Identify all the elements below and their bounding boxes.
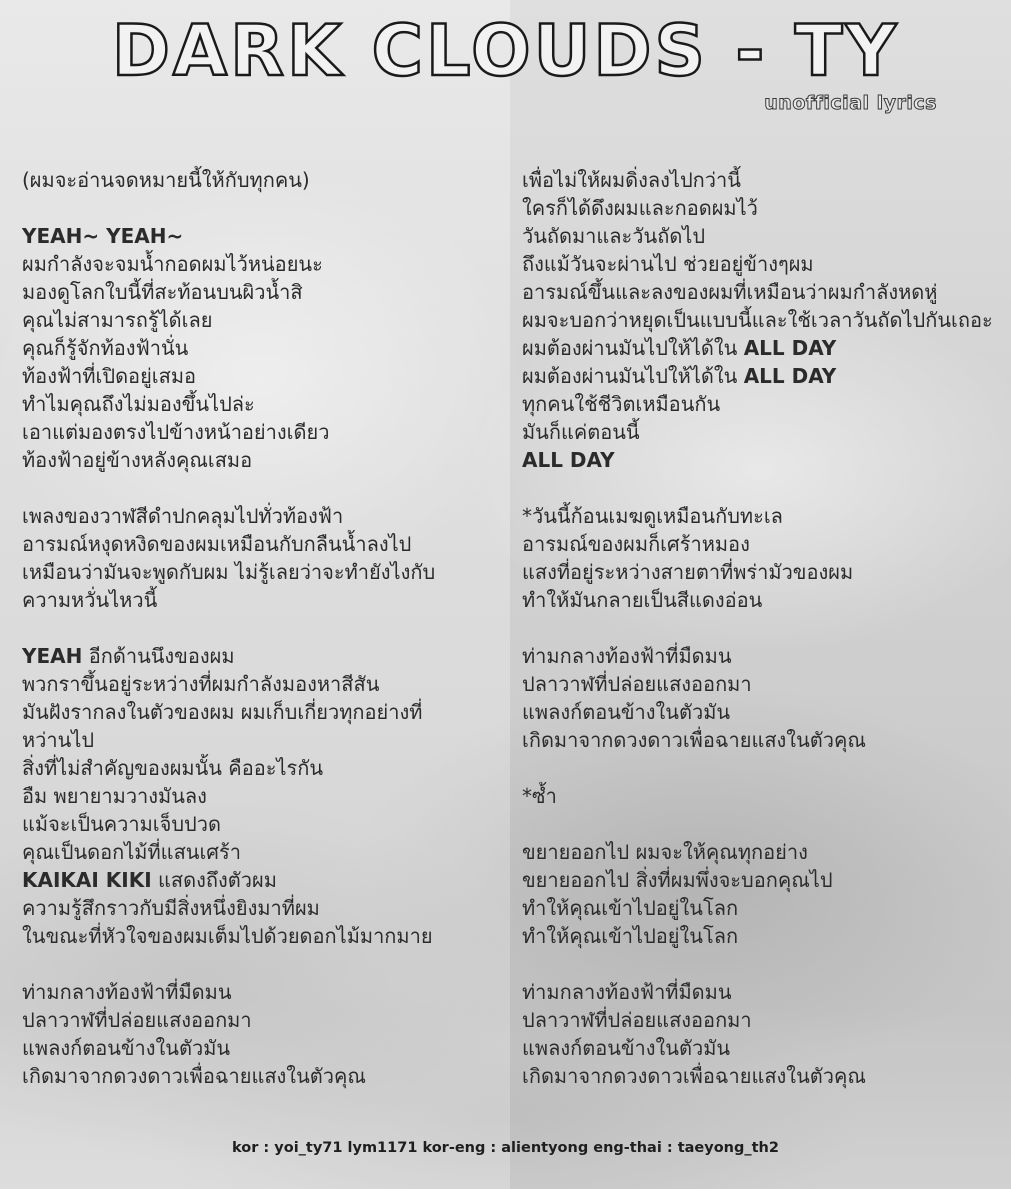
lyric-text: ขยายออกไป ผมจะให้คุณทุกอย่าง [522,840,808,864]
lyric-text: *ซ้ำ [522,784,557,808]
subtitle: unofficial lyrics [764,92,937,114]
lyric-text: เพลงของวาฬสีดำปกคลุมไปทั่วท้องฟ้า [22,504,344,528]
lyric-text: ถึงแม้วันจะผ่านไป ช่วยอยู่ข้างๆผม [522,252,814,276]
lyric-line [22,698,502,726]
lyric-text: มันก็แค่ตอนนี้ [522,420,640,444]
lyric-text: เพื่อไม่ให้ผมดิ่งลงไปกว่านี้ [522,168,741,192]
lyric-text: เกิดมาจากดวงดาวเพื่อฉายแสงในตัวคุณ [522,728,866,752]
lyric-line [22,978,502,1006]
lyric-text: ในขณะที่หัวใจของผมเต็มไปด้วยดอกไม้มากมาย [22,924,433,948]
lyrics-right-column [522,166,1008,1090]
lyric-line [22,810,502,838]
lyric-text: ความหวั่นไหวนี้ [22,588,158,612]
lyric-text: *วันนี้ก้อนเมฆดูเหมือนกับทะเล [522,504,783,528]
lyric-line [22,558,502,586]
lyric-text: ท่ามกลางท้องฟ้าที่มืดมน [522,980,732,1004]
lyric-text-bold: ALL DAY [522,448,615,472]
lyric-line [22,222,502,250]
lyric-text: ใครก็ได้ดึงผมและกอดผมไว้ [522,196,758,220]
lyric-text: อารมณ์หงุดหงิดของผมเหมือนกับกลืนน้ำลงไป [22,532,412,556]
lyric-line [522,222,1008,250]
lyric-line [22,278,502,306]
lyric-text-bold: ALL DAY [743,364,837,388]
lyric-text-bold: KAIKAI KIKI [22,868,152,892]
lyric-text: คุณไม่สามารถรู้ได้เลย [22,308,213,332]
lyric-text: แพลงก์ตอนข้างในตัวมัน [22,1036,231,1060]
lyrics-left-column [22,166,502,1090]
lyric-line [522,670,1008,698]
lyric-line [522,838,1008,866]
lyric-line [522,1006,1008,1034]
lyric-line [22,530,502,558]
stanza-gap [22,194,502,222]
lyric-line [522,782,1008,810]
lyric-line [522,642,1008,670]
lyric-line [22,166,502,194]
lyric-text: เอาแต่มองตรงไปข้างหน้าอย่างเดียว [22,420,330,444]
lyric-line [522,978,1008,1006]
lyric-text-bold: YEAH~ YEAH~ [22,224,184,248]
lyric-line [522,922,1008,950]
lyric-line [22,726,502,754]
lyric-text: ทำให้คุณเข้าไปอยู่ในโลก [522,896,739,920]
lyric-line [522,698,1008,726]
lyric-line [22,642,502,670]
lyric-text: วันถัดมาและวันถัดไป [522,224,706,248]
lyric-text: แม้จะเป็นความเจ็บปวด [22,812,221,836]
lyric-line [522,334,1008,362]
lyric-line [522,1034,1008,1062]
lyric-text: ท้องฟ้าที่เปิดอยู่เสมอ [22,364,197,388]
lyric-line [522,894,1008,922]
translation-credits: kor : yoi_ty71 lym1171 kor-eng : alientyong eng-thai : taeyong_th2 [232,1140,779,1156]
lyric-line [22,334,502,362]
lyric-line [522,278,1008,306]
lyric-line [22,782,502,810]
stanza-gap [22,950,502,978]
stanza-gap [522,950,1008,978]
lyric-text: ทำให้คุณเข้าไปอยู่ในโลก [522,924,739,948]
lyric-line [22,894,502,922]
lyric-line [22,250,502,278]
lyric-text: ท่ามกลางท้องฟ้าที่มืดมน [522,644,732,668]
lyric-text: ทำไมคุณถึงไม่มองขึ้นไปล่ะ [22,392,255,416]
lyric-text: ปลาวาฬที่ปล่อยแสงออกมา [22,1008,252,1032]
lyric-line [522,250,1008,278]
lyric-line [522,558,1008,586]
lyric-text: คุณเป็นดอกไม้ที่แสนเศร้า [22,840,241,864]
lyric-line [22,390,502,418]
stanza-gap [22,614,502,642]
lyric-line [522,418,1008,446]
lyric-line [22,586,502,614]
lyric-line [22,1006,502,1034]
stanza-gap [522,474,1008,502]
lyric-line [22,502,502,530]
lyric-line [522,586,1008,614]
stanza-gap [22,474,502,502]
lyric-text: มองดูโลกใบนี้ที่สะท้อนบนผิวน้ำสิ [22,280,303,304]
stanza-gap [522,754,1008,782]
lyric-line [22,306,502,334]
lyric-line [22,446,502,474]
stanza-gap [522,614,1008,642]
lyric-line [22,754,502,782]
lyric-line [22,866,502,894]
lyric-text: อารมณ์ของผมก็เศร้าหมอง [522,532,750,556]
lyric-line [22,1062,502,1090]
lyric-text-bold: ALL DAY [743,336,837,360]
lyric-text: คุณก็รู้จักท้องฟ้านั่น [22,336,189,360]
lyric-text: อารมณ์ขึ้นและลงของผมที่เหมือนว่าผมกำลังหดหู่ [522,280,938,304]
lyric-text-bold: YEAH [22,644,83,668]
lyric-text: มันฝังรากลงในตัวของผม ผมเก็บเกี่ยวทุกอย่างที่ [22,700,423,724]
lyric-text: สิ่งที่ไม่สำคัญของผมนั้น คืออะไรกัน [22,756,324,780]
lyric-line [522,446,1008,474]
lyric-line [522,194,1008,222]
lyric-text: เกิดมาจากดวงดาวเพื่อฉายแสงในตัวคุณ [522,1064,866,1088]
lyric-line [22,670,502,698]
lyric-text: ผมต้องผ่านมันไปให้ได้ใน [522,336,744,360]
lyric-text: ปลาวาฬที่ปล่อยแสงออกมา [522,672,752,696]
lyric-line [522,866,1008,894]
lyric-line [522,306,1008,334]
lyric-line [522,1062,1008,1090]
lyric-text: ผมต้องผ่านมันไปให้ได้ใน [522,364,744,388]
lyric-line [522,166,1008,194]
lyric-line [522,502,1008,530]
lyric-text: หว่านไป [22,728,95,752]
lyric-line [22,838,502,866]
lyric-text: อีกด้านนึงของผม [82,644,235,668]
lyric-line [522,390,1008,418]
lyric-line [522,530,1008,558]
lyric-text: อืม พยายามวางมันลง [22,784,207,808]
lyric-line [22,362,502,390]
lyric-line [22,922,502,950]
lyric-line [522,362,1008,390]
lyric-text: แพลงก์ตอนข้างในตัวมัน [522,700,731,724]
lyric-line [22,418,502,446]
lyric-text: ปลาวาฬที่ปล่อยแสงออกมา [522,1008,752,1032]
lyric-text: พวกราขึ้นอยู่ระหว่างที่ผมกำลังมองหาสีสัน [22,672,380,696]
lyric-text: แพลงก์ตอนข้างในตัวมัน [522,1036,731,1060]
lyric-text: (ผมจะอ่านจดหมายนี้ให้กับทุกคน) [22,168,310,192]
lyric-text: แสงที่อยู่ระหว่างสายตาที่พร่ามัวของผม [522,560,854,584]
lyric-text: ความรู้สึกราวกับมีสิ่งหนึ่งยิงมาที่ผม [22,896,320,920]
lyric-text: ผมกำลังจะจมน้ำกอดผมไว้หน่อยนะ [22,252,323,276]
lyric-text: เกิดมาจากดวงดาวเพื่อฉายแสงในตัวคุณ [22,1064,366,1088]
lyric-text: แสดงถึงตัวผม [151,868,277,892]
lyric-text: ผมจะบอกว่าหยุดเป็นแบบนี้และใช้เวลาวันถัดไปกันเถอะ [522,308,993,332]
lyric-line [522,726,1008,754]
song-title: DARK CLOUDS - TY [111,10,900,92]
lyric-line [22,1034,502,1062]
lyric-text: ทำให้มันกลายเป็นสีแดงอ่อน [522,588,763,612]
stanza-gap [522,810,1008,838]
lyric-text: ทุกคนใช้ชีวิตเหมือนกัน [522,392,721,416]
lyric-text: ท่ามกลางท้องฟ้าที่มืดมน [22,980,232,1004]
lyric-text: ท้องฟ้าอยู่ข้างหลังคุณเสมอ [22,448,253,472]
lyric-text: ขยายออกไป สิ่งที่ผมพึ่งจะบอกคุณไป [522,868,833,892]
lyric-text: เหมือนว่ามันจะพูดกับผม ไม่รู้เลยว่าจะทำยังไงกับ [22,560,436,584]
